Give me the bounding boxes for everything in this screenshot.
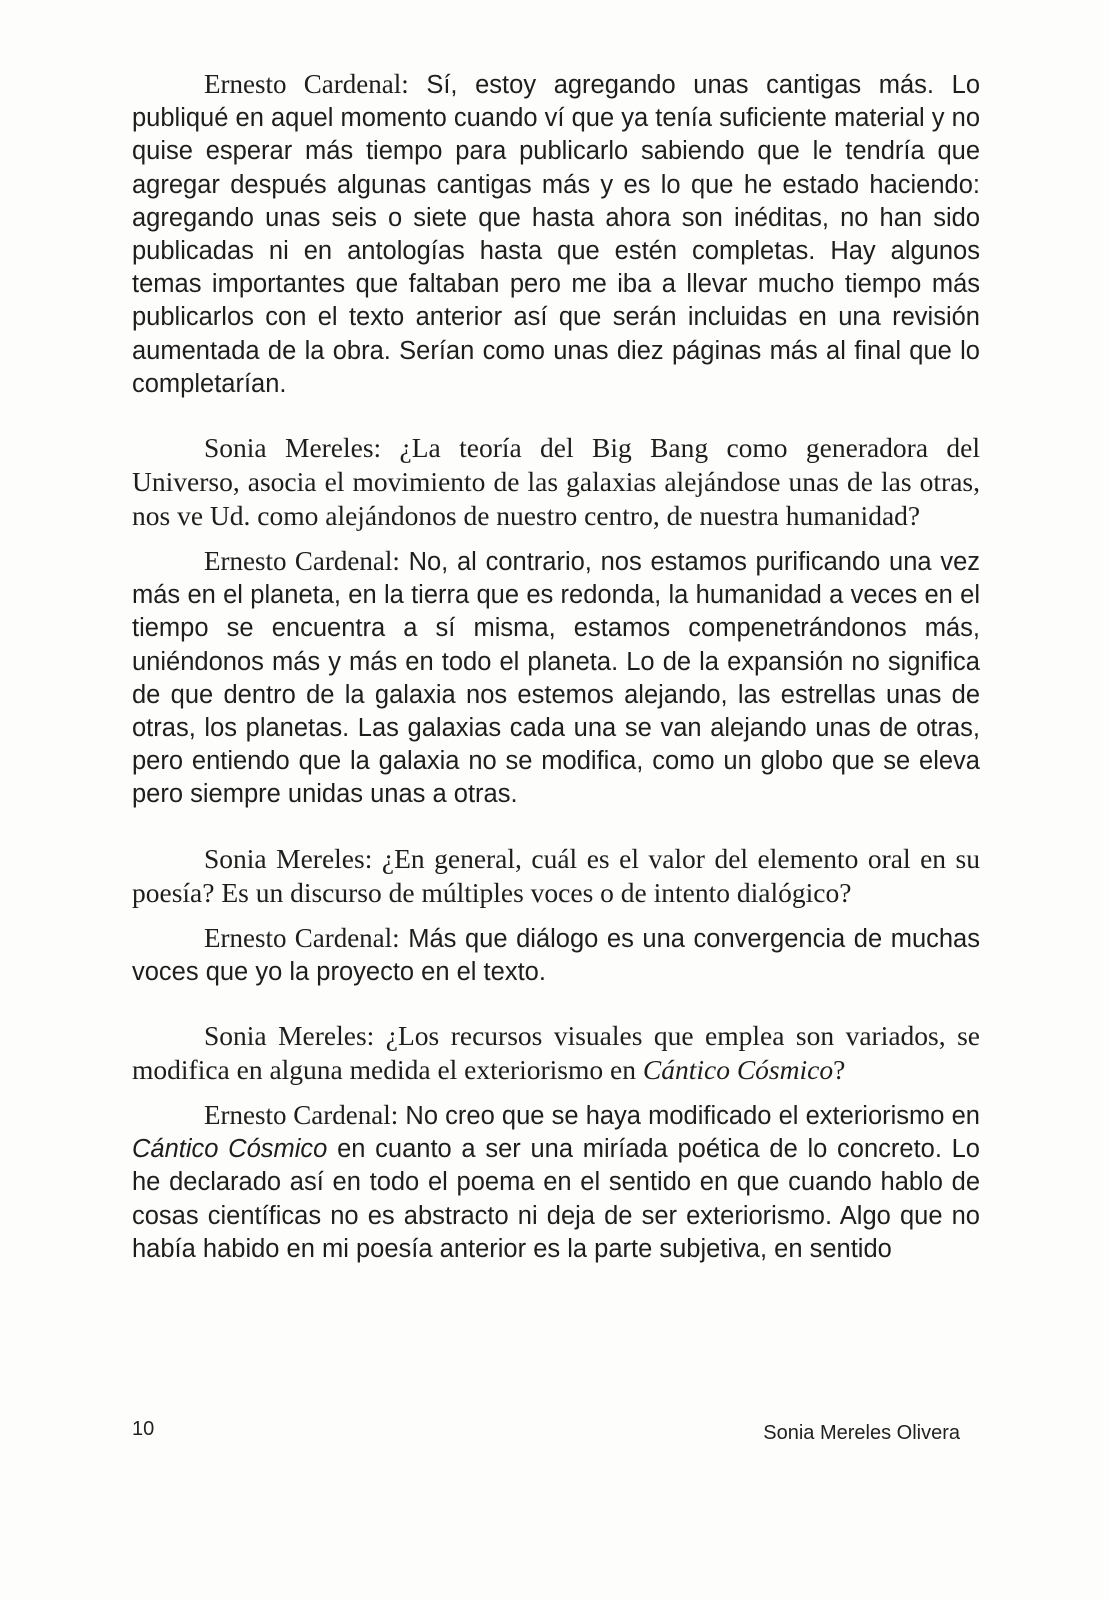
answer-paragraph (132, 68, 980, 401)
answer-paragraph (132, 1099, 980, 1266)
speaker-name: Sonia Mereles: (204, 1020, 375, 1052)
answer-text: No, al contrario, nos estamos purificando una vez más en el planeta, en la tierra que es redonda, la humanidad a veces en el tiempo se encuentra a sí misma, estamos compenetrándonos más, uniéndonos más y más en todo el planeta. Lo de la expansión no significa de que dentro de la galaxia nos estemos alejando, las estrellas unas de otras, los planetas. Las galaxias cada una se van alejando unas de otras, pero entiendo que la galaxia no se modifica, como un globo que se eleva pero siempre unidas unas a otras. (132, 548, 981, 809)
speaker-name: Ernesto Cardenal: (204, 922, 400, 953)
question-text: ¿Los recursos visuales que emplea son variados, se modifica en alguna medida el exteriorismo en (132, 1020, 980, 1086)
speaker-name: Ernesto Cardenal: (204, 1100, 399, 1131)
book-title: Cántico Cósmico (132, 1135, 328, 1164)
question-text-end: ? (833, 1054, 846, 1086)
speaker-name: Sonia Mereles: (204, 432, 382, 464)
answer-text: Más que diálogo es una convergencia de muchas voces que yo la proyecto en el texto. (132, 924, 980, 986)
question-text: ¿La teoría del Big Bang como generadora del Universo, asocia el movimiento de las galaxias alejándose unas de las otras, nos ve Ud. como alejándonos de nuestro centro, de nuestra humanidad? (132, 432, 980, 532)
question-text: ¿En general, cuál es el valor del elemento oral en su poesía? Es un discurso de múltiples voces o de intento dialógico? (132, 842, 980, 908)
page-number: 10 (132, 1418, 155, 1440)
answer-paragraph (132, 922, 980, 989)
book-title: Cántico Cósmico (642, 1054, 834, 1086)
speaker-name: Ernesto Cardenal: (204, 69, 409, 99)
question-paragraph (132, 431, 980, 533)
answer-paragraph (132, 545, 980, 812)
speaker-name: Sonia Mereles: (204, 842, 373, 874)
question-paragraph (132, 842, 980, 910)
answer-text: No creo que se haya modificado el exteriorismo en (398, 1102, 980, 1131)
answer-text: Sí, estoy agregando unas cantigas más. Lo publiqué en aquel momento cuando ví que ya tenía suficiente material y no quise esperar más tiempo para publicarlo sabiendo que le tendría que agregar después algunas cantigas más y es lo que he estado haciendo: agregando unas seis o siete que hasta ahora son inéditas, no han sido publicadas ni en antologías hasta que estén completas. Hay algunos temas importantes que faltaban pero me iba a llevar mucho tiempo más publicarlos con el texto anterior así que serán incluidas en una revisión aumentada de la obra. Serían como unas diez páginas más al final que lo completarían. (132, 71, 980, 398)
answer-text-end: en cuanto a ser una miríada poética de lo concreto. Lo he declarado así en todo el poema en el sentido en que cuando hablo de cosas científicas no es abstracto ni deja de ser exteriorismo. Algo que no había habido en mi poesía anterior es la parte subjetiva, en sentido (132, 1135, 980, 1263)
speaker-name: Ernesto Cardenal: (204, 546, 400, 577)
running-footer-author: Sonia Mereles Olivera (763, 1422, 960, 1444)
question-paragraph (132, 1019, 980, 1087)
interview-body (132, 68, 980, 1266)
